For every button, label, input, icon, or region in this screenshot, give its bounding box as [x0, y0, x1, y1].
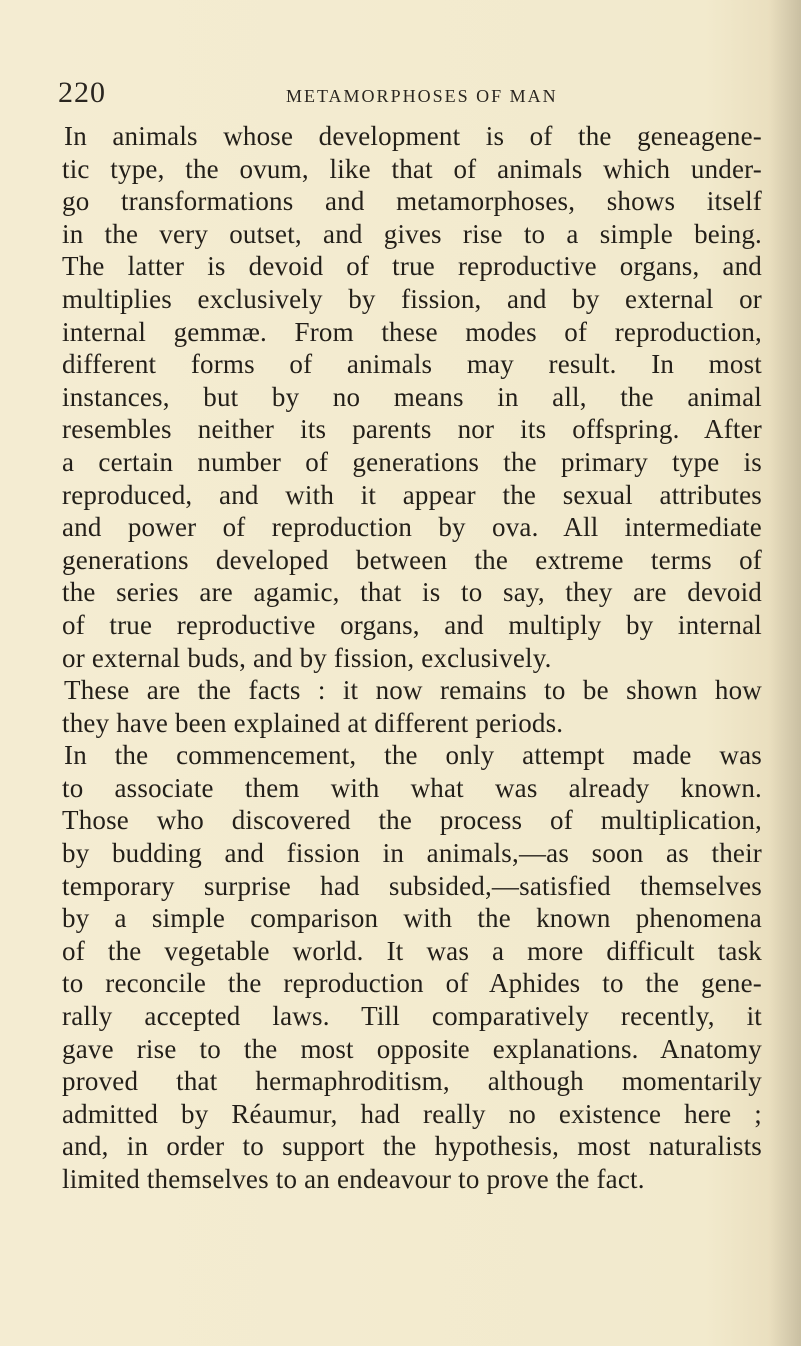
text-line: and power of reproduction by ova. All intermediate: [62, 512, 762, 543]
text-line: and, in order to support the hypothesis, most naturalists: [62, 1131, 762, 1162]
text-line: to associate them with what was already known.: [62, 772, 762, 803]
text-line: to reconcile the reproduction of Aphides to the gene-: [62, 968, 762, 999]
text-line: go transformations and metamorphoses, shows itself: [62, 186, 762, 217]
text-line: proved that hermaphroditism, although momentarily: [62, 1066, 762, 1097]
body-text: [62, 120, 762, 1196]
text-line: by a simple comparison with the known phenomena: [62, 903, 762, 934]
text-line: These are the facts : it now remains to be shown how: [64, 675, 762, 706]
text-line: internal gemmæ. From these modes of reproduction,: [62, 316, 762, 347]
text-line: tic type, the ovum, like that of animals which under-: [62, 153, 762, 184]
text-line: admitted by Réaumur, had really no existence here ;: [62, 1098, 762, 1129]
text-line: The latter is devoid of true reproductive organs, and: [62, 251, 762, 282]
text-line: resembles neither its parents nor its offspring. After: [62, 414, 762, 445]
text-line: limited themselves to an endeavour to prove the fact.: [62, 1164, 645, 1194]
text-line: In the commencement, the only attempt made was: [64, 740, 762, 771]
text-line: by budding and fission in animals,—as soon as their: [62, 838, 762, 869]
text-line: of true reproductive organs, and multiply by internal: [62, 609, 762, 640]
running-head: [58, 76, 758, 116]
text-line: temporary surprise had subsided,—satisfied themselves: [62, 870, 762, 901]
text-line: they have been explained at different periods.: [62, 707, 564, 738]
text-line: In animals whose development is of the geneagene-: [64, 121, 762, 151]
page-number: 220: [58, 76, 106, 109]
text-line: or external buds, and by fission, exclusively.: [62, 642, 552, 673]
text-line: multiplies exclusively by fission, and by external or: [62, 283, 762, 314]
text-line: of the vegetable world. It was a more difficult task: [62, 935, 762, 966]
text-line: rally accepted laws. Till comparatively recently, it: [62, 1001, 762, 1032]
text-line: gave rise to the most opposite explanations. Anatomy: [62, 1033, 762, 1064]
text-line: reproduced, and with it appear the sexual attributes: [62, 479, 762, 510]
text-line: instances, but by no means in all, the animal: [62, 381, 762, 412]
text-line: the series are agamic, that is to say, they are devoid: [62, 577, 762, 608]
text-line: in the very outset, and gives rise to a simple being.: [62, 218, 762, 249]
text-line: Those who discovered the process of multiplication,: [62, 805, 762, 836]
text-line: a certain number of generations the primary type is: [62, 446, 762, 477]
text-line: different forms of animals may result. In most: [62, 349, 762, 380]
running-title: METAMORPHOSES OF MAN: [286, 86, 558, 106]
text-line: generations developed between the extreme terms of: [62, 544, 762, 575]
